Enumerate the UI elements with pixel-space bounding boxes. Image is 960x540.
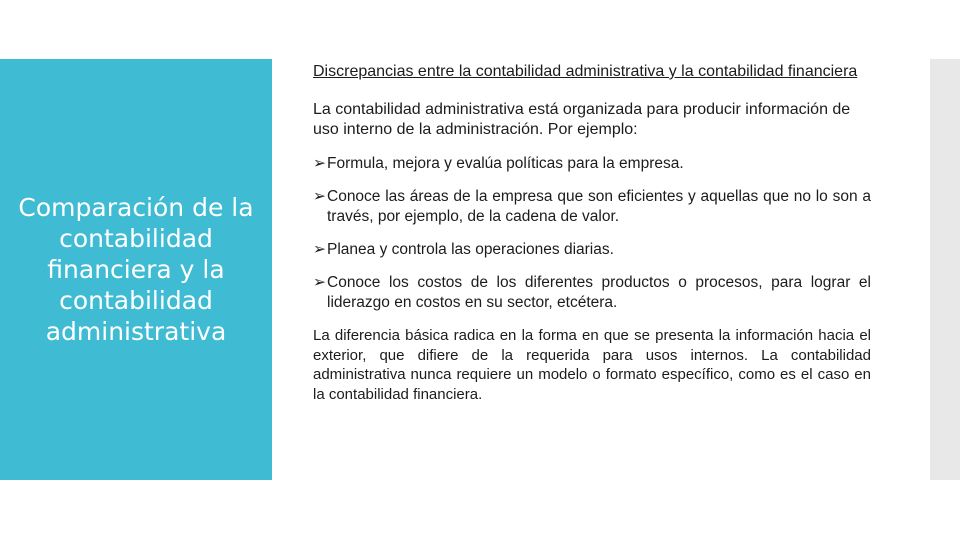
arrow-bullet-icon: ➢ [313, 155, 326, 172]
bullet-text: Formula, mejora y evalúa políticas para la empresa. [327, 155, 684, 172]
conclusion-paragraph: La diferencia básica radica en la forma en que se presenta la información hacia el exterior, que difiere de la requerida para usos internos. La contabilidad administrativa nunca requiere un modelo o formato específico, como es el caso en la contabilidad financiera. [313, 327, 871, 403]
list-item [313, 240, 871, 260]
bullet-text: Planea y controla las operaciones diarias. [327, 241, 614, 258]
right-decor-bar [930, 59, 960, 480]
side-panel [0, 59, 272, 480]
bullet-text: Conoce los costos de los diferentes productos o procesos, para lograr el liderazgo en costos en su sector, etcétera. [327, 274, 871, 311]
list-item [313, 273, 871, 313]
bullet-list [313, 154, 871, 313]
intro-paragraph: La contabilidad administrativa está organizada para producir información de uso interno de la administración. Por ejemplo: [313, 101, 851, 138]
arrow-bullet-icon: ➢ [313, 274, 326, 291]
list-item [313, 154, 871, 174]
arrow-bullet-icon: ➢ [313, 241, 326, 258]
arrow-bullet-icon: ➢ [313, 188, 326, 205]
list-item [313, 187, 871, 227]
content-area [313, 62, 871, 404]
section-heading: Discrepancias entre la contabilidad administrativa y la contabilidad financiera [313, 63, 858, 80]
bullet-text: Conoce las áreas de la empresa que son eficientes y aquellas que no lo son a través, por ejemplo, de la cadena de valor. [327, 188, 871, 225]
slide-title: Comparación de la contabilidad financiera y la contabilidad administrativa [18, 193, 254, 346]
